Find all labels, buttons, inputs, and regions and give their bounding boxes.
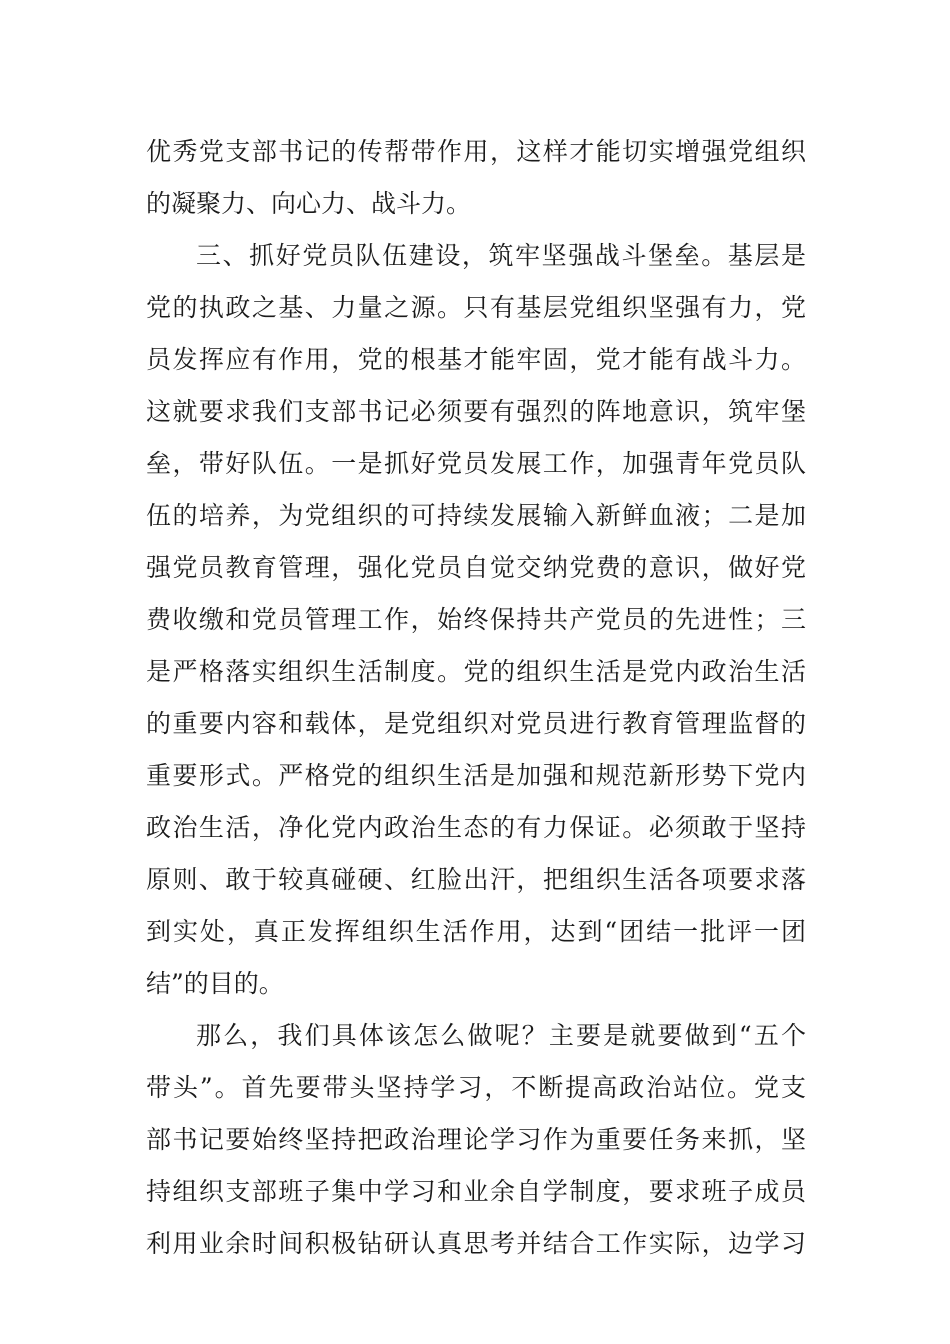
text-line: 垒，带好队伍。一是抓好党员发展工作，加强青年党员队 <box>146 449 806 478</box>
text-line: 是严格落实组织生活制度。党的组织生活是党内政治生活 <box>146 657 806 686</box>
text-line: 强党员教育管理，强化党员自觉交纳党费的意识，做好党 <box>146 553 806 582</box>
paragraph-first-line: 那么，我们具体该怎么做呢？主要是就要做到“五个 <box>196 1021 806 1050</box>
text-line: 优秀党支部书记的传帮带作用，这样才能切实增强党组织 <box>146 137 806 166</box>
text-line: 的凝聚力、向心力、战斗力。 <box>146 189 472 218</box>
text-line: 费收缴和党员管理工作，始终保持共产党员的先进性；三 <box>146 605 806 634</box>
paragraph-first-line: 三、抓好党员队伍建设，筑牢坚强战斗堡垒。基层是 <box>196 241 806 270</box>
text-line: 原则、敢于较真碰硬、红脸出汗，把组织生活各项要求落 <box>146 865 806 894</box>
text-line: 党的执政之基、力量之源。只有基层党组织坚强有力，党 <box>146 293 806 322</box>
text-line: 结”的目的。 <box>146 969 284 998</box>
text-line: 重要形式。严格党的组织生活是加强和规范新形势下党内 <box>146 761 806 790</box>
text-line: 这就要求我们支部书记必须要有强烈的阵地意识，筑牢堡 <box>146 397 806 426</box>
text-line: 带头”。首先要带头坚持学习，不断提高政治站位。党支 <box>146 1073 806 1102</box>
text-line: 政治生活，净化党内政治生态的有力保证。必须敢于坚持 <box>146 813 806 842</box>
text-line: 部书记要始终坚持把政治理论学习作为重要任务来抓，坚 <box>146 1125 806 1154</box>
text-line: 的重要内容和载体，是党组织对党员进行教育管理监督的 <box>146 709 806 738</box>
text-line: 伍的培养，为党组织的可持续发展输入新鲜血液；二是加 <box>146 501 806 530</box>
text-line: 员发挥应有作用，党的根基才能牢固，党才能有战斗力。 <box>146 345 806 374</box>
text-line: 持组织支部班子集中学习和业余自学制度，要求班子成员 <box>146 1177 806 1206</box>
text-line: 利用业余时间积极钻研认真思考并结合工作实际，边学习 <box>146 1229 806 1258</box>
text-line: 到实处，真正发挥组织生活作用，达到“团结一批评一团 <box>146 917 806 946</box>
